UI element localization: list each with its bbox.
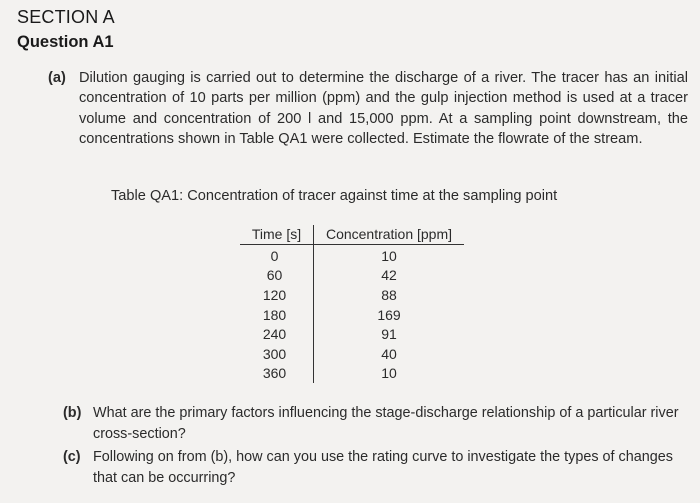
table-header-row (240, 225, 464, 245)
cell-time: 180 (262, 306, 287, 323)
cell-concentration: 88 (314, 285, 465, 305)
cell-concentration: 40 (314, 344, 465, 364)
table-row (240, 324, 464, 344)
cell-time: 240 (262, 326, 287, 343)
part-a-text: Dilution gauging is carried out to determine the discharge of a river. The tracer has an initial concentration of 10 parts per million (ppm) and the gulp injection method is used at a tracer volume and concentration of 200 l and 15,000 ppm. At a sampling point downstream, the concentrations shown in Table QA1 were collected. Estimate the flowrate of the stream. (79, 70, 688, 148)
header-concentration: Concentration [ppm] (314, 225, 465, 245)
part-b-text: What are the primary factors influencing the stage-discharge relationship of a particular river cross-section? (93, 405, 679, 442)
part-b-label: (b) (63, 405, 82, 421)
table-row (240, 364, 464, 384)
cell-concentration: 42 (314, 266, 465, 286)
question-heading: Question A1 (17, 33, 114, 51)
table-row (240, 266, 464, 286)
part-c (63, 447, 688, 489)
part-c-label: (c) (63, 449, 81, 465)
section-heading: SECTION A (17, 7, 115, 27)
header-time: Time [s] (240, 225, 314, 245)
table-row (240, 344, 464, 364)
cell-concentration: 91 (314, 324, 465, 344)
part-a-label: (a) (48, 70, 66, 86)
table-row (240, 305, 464, 325)
cell-time: 300 (262, 345, 287, 362)
concentration-table (240, 225, 464, 383)
part-c-text: Following on from (b), how can you use the rating curve to investigate the types of changes that can be occurring? (93, 449, 673, 486)
cell-concentration: 169 (314, 305, 465, 325)
table-row (240, 285, 464, 305)
cell-time: 60 (266, 267, 283, 284)
cell-concentration: 10 (314, 245, 465, 266)
cell-time: 360 (262, 365, 287, 382)
table-caption: Table QA1: Concentration of tracer against time at the sampling point (111, 188, 558, 204)
part-a (48, 68, 688, 150)
table-row (240, 245, 464, 266)
part-b (63, 403, 688, 445)
cell-time: 120 (262, 286, 287, 303)
cell-time: 0 (270, 247, 279, 264)
cell-concentration: 10 (314, 364, 465, 384)
